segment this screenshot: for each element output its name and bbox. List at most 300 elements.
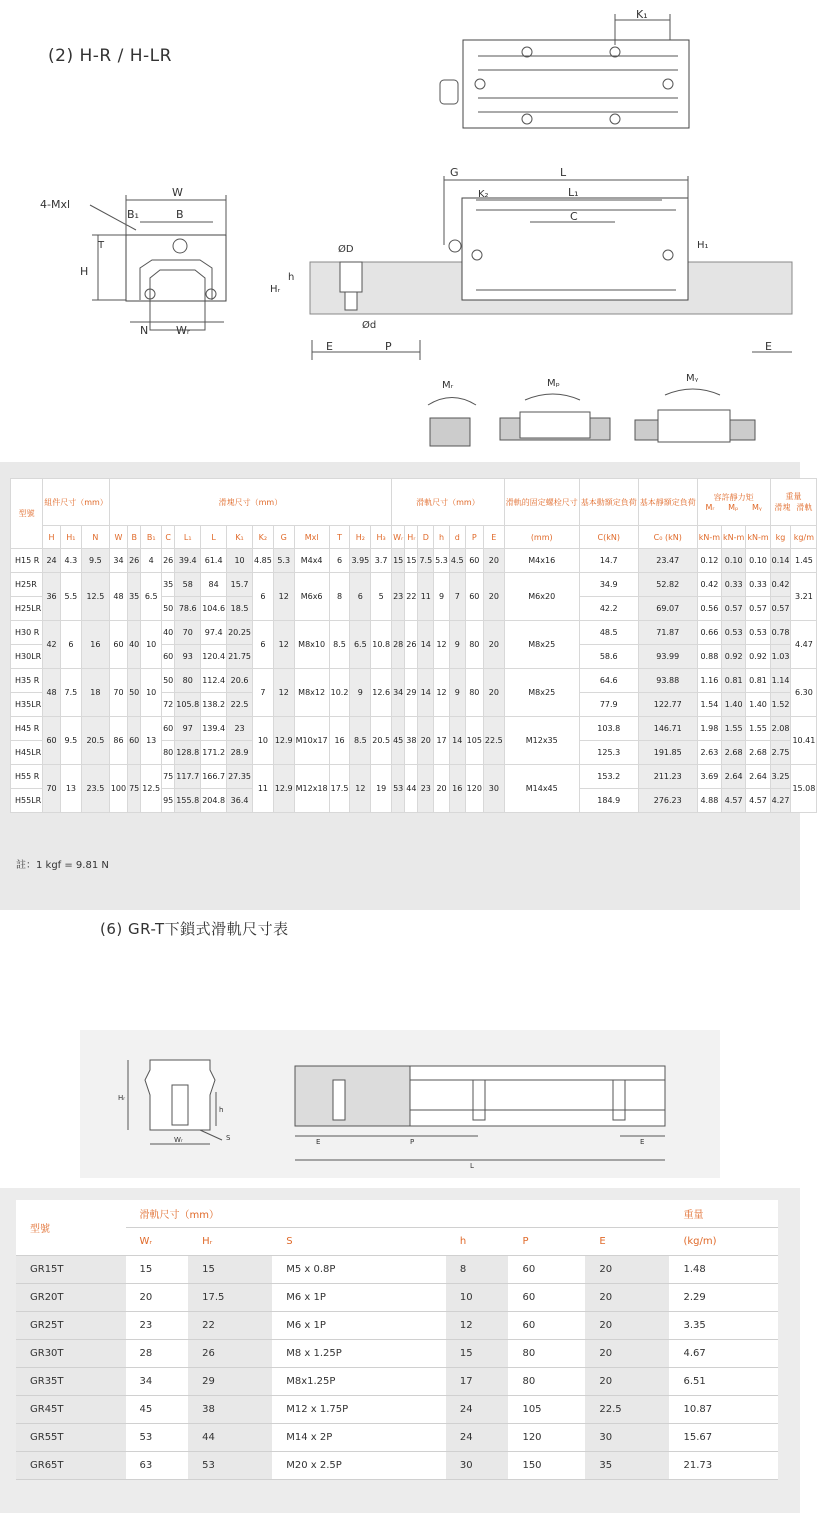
t2-cell: 2.29 — [669, 1284, 778, 1312]
table-cell: 12.9 — [273, 717, 294, 765]
label2-p: P — [410, 1138, 415, 1146]
t2-cell: 80 — [508, 1368, 585, 1396]
table2-row — [16, 1312, 778, 1340]
table-cell: 22.5 — [227, 693, 253, 717]
t2-cell: 17.5 — [188, 1284, 272, 1312]
header-model: 型號 — [11, 479, 43, 549]
label2-h: h — [219, 1106, 224, 1114]
table-cell: 95 — [162, 789, 175, 813]
table-cell: 2.68 — [722, 741, 746, 765]
table-cell: 7 — [449, 573, 465, 621]
gr-t-spec-table — [16, 1200, 778, 1480]
table-cell: 70 — [175, 621, 201, 645]
t2-cell: 20 — [585, 1340, 669, 1368]
table-cell: 0.12 — [697, 549, 721, 573]
t2-model-cell: GR55T — [16, 1424, 126, 1452]
table-cell: 44 — [405, 765, 418, 813]
subheader-cell: H₃ — [371, 526, 392, 549]
table-cell: 48 — [109, 573, 127, 621]
table-cell: 48.5 — [579, 621, 638, 645]
subheader-cell: K₁ — [227, 526, 253, 549]
table-cell: 20 — [483, 621, 504, 669]
table-cell: 30 — [483, 765, 504, 813]
t2-model-cell: GR35T — [16, 1368, 126, 1396]
subheader-cell: K₂ — [253, 526, 274, 549]
table-cell: M6x20 — [504, 573, 579, 621]
t2-cell: 10 — [446, 1284, 509, 1312]
table-cell: 1.40 — [722, 693, 746, 717]
table-cell: 10.2 — [329, 669, 350, 717]
table-cell: 14 — [418, 669, 434, 717]
t2-cell: 150 — [508, 1452, 585, 1480]
subheader-cell: (mm) — [504, 526, 579, 549]
table-cell: 20.25 — [227, 621, 253, 645]
table2-row — [16, 1396, 778, 1424]
h-r-dimension-drawing — [0, 0, 800, 460]
table-cell: 19 — [371, 765, 392, 813]
subheader-cell: B — [128, 526, 141, 549]
table-cell: 18 — [81, 669, 109, 717]
subheader-cell: Wᵣ — [392, 526, 405, 549]
table-cell: 42.2 — [579, 597, 638, 621]
t2-header-dims: 滑軌尺寸（mm） — [126, 1200, 670, 1228]
table-cell: M10x17 — [294, 717, 329, 765]
t2-cell: 17 — [446, 1368, 509, 1396]
t2-model-cell: GR25T — [16, 1312, 126, 1340]
label-wr: Wᵣ — [176, 324, 190, 337]
table-cell: 6 — [253, 573, 274, 621]
table-cell: 146.71 — [638, 717, 697, 741]
t2-cell: M8x1.25P — [272, 1368, 446, 1396]
table-cell: 0.33 — [746, 573, 770, 597]
table-cell: 77.9 — [579, 693, 638, 717]
t2-cell: 53 — [126, 1424, 189, 1452]
table-cell: 60 — [162, 717, 175, 741]
t2-cell: 6.51 — [669, 1368, 778, 1396]
model-cell: H15 R — [11, 549, 43, 573]
table-cell: 20.5 — [371, 717, 392, 765]
table-cell: 3.69 — [697, 765, 721, 789]
table-cell: 71.87 — [638, 621, 697, 645]
table-cell: 0.42 — [770, 573, 791, 597]
table-cell: 70 — [43, 765, 61, 813]
moment-sub-label: Mᵧ — [751, 503, 762, 512]
model-cell: H30LR — [11, 645, 43, 669]
table-cell: 5.3 — [434, 549, 450, 573]
table-cell: 12.9 — [273, 765, 294, 813]
t2-cell: M8 x 1.25P — [272, 1340, 446, 1368]
subheader-cell: C(kN) — [579, 526, 638, 549]
t2-cell: 44 — [188, 1424, 272, 1452]
table-cell: 8.5 — [350, 717, 371, 765]
table-cell: 22 — [405, 573, 418, 621]
table-cell: 60 — [43, 717, 61, 765]
t2-cell: 23 — [126, 1312, 189, 1340]
t2-cell: 10.87 — [669, 1396, 778, 1424]
t2-cell: 20 — [585, 1312, 669, 1340]
table-cell: 29 — [405, 669, 418, 717]
label-k1: K₁ — [636, 8, 648, 21]
table-cell: 28.9 — [227, 741, 253, 765]
moment-sub-label: Mᵣ — [705, 503, 715, 512]
table2-row — [16, 1452, 778, 1480]
header-moment-title: 容許靜力矩 — [713, 493, 754, 502]
header-weight — [770, 479, 817, 526]
rail-weight-cell: 15.08 — [791, 765, 817, 813]
table-cell: 12.5 — [141, 765, 162, 813]
table-cell: 14 — [418, 621, 434, 669]
table-cell: 104.6 — [201, 597, 227, 621]
table-cell: 0.92 — [722, 645, 746, 669]
table-cell: 12 — [434, 669, 450, 717]
table-cell: M14x45 — [504, 765, 579, 813]
table-cell: 13 — [141, 717, 162, 765]
table-cell: 1.14 — [770, 669, 791, 693]
table-cell: 10 — [253, 717, 274, 765]
table-cell: 60 — [465, 573, 483, 621]
table-cell: 27.35 — [227, 765, 253, 789]
subheader-cell: T — [329, 526, 350, 549]
t2-cell: 20 — [585, 1256, 669, 1284]
table-cell: 2.63 — [697, 741, 721, 765]
model-cell: H55 R — [11, 765, 43, 789]
t2-cell: M20 x 2.5P — [272, 1452, 446, 1480]
table-cell: 24 — [43, 549, 61, 573]
t2-cell: 22.5 — [585, 1396, 669, 1424]
table-cell: 12.5 — [81, 573, 109, 621]
table-cell: 20 — [483, 549, 504, 573]
table-cell: 20 — [434, 765, 450, 813]
top-view-block — [463, 40, 689, 128]
table-cell: 36 — [43, 573, 61, 621]
section-title-gr-t: (6) GR-T下鎖式滑軌尺寸表 — [100, 920, 289, 938]
table-cell: 1.52 — [770, 693, 791, 717]
table2-row — [16, 1340, 778, 1368]
table-cell: 48 — [43, 669, 61, 717]
rail-weight-cell: 3.21 — [791, 573, 817, 621]
subheader-cell: E — [483, 526, 504, 549]
table-cell: 3.95 — [350, 549, 371, 573]
model-cell: H45 R — [11, 717, 43, 741]
t2-cell: 120 — [508, 1424, 585, 1452]
t2-cell: 12 — [446, 1312, 509, 1340]
header-block: 滑塊尺寸（mm） — [109, 479, 391, 526]
table-cell: 50 — [128, 669, 141, 717]
table-cell: 26 — [405, 621, 418, 669]
table-cell: 93.88 — [638, 669, 697, 693]
header-assembly: 組件尺寸（mm） — [43, 479, 110, 526]
table-cell: 20.6 — [227, 669, 253, 693]
label-l1: L₁ — [568, 186, 579, 199]
table-cell: 9 — [449, 621, 465, 669]
table-cell: 50 — [162, 669, 175, 693]
table-cell: 1.03 — [770, 645, 791, 669]
t2-cell: 53 — [188, 1452, 272, 1480]
model-cell: H35 R — [11, 669, 43, 693]
table-cell: 39.4 — [175, 549, 201, 573]
label-k2: K₂ — [478, 189, 489, 200]
table-cell: 11 — [253, 765, 274, 813]
table-cell: 105.8 — [175, 693, 201, 717]
subheader-cell: Mxl — [294, 526, 329, 549]
table-cell: 9.5 — [60, 717, 81, 765]
table-cell: 117.7 — [175, 765, 201, 789]
t2-cell: 80 — [508, 1340, 585, 1368]
table2-subheader-row — [16, 1228, 778, 1256]
table-cell: 93 — [175, 645, 201, 669]
table-cell: 7.5 — [60, 669, 81, 717]
table-cell: M12x18 — [294, 765, 329, 813]
table-cell: 4.27 — [770, 789, 791, 813]
label-phi-d-small: Ød — [362, 320, 377, 331]
table-cell: 97.4 — [201, 621, 227, 645]
model-cell: H45LR — [11, 741, 43, 765]
table-cell: 60 — [109, 621, 127, 669]
subheader-cell: C₀ (kN) — [638, 526, 697, 549]
table-cell: 2.68 — [746, 741, 770, 765]
moment-arrow-mr — [428, 398, 476, 406]
table-cell: 12 — [434, 621, 450, 669]
table-cell: 12.6 — [371, 669, 392, 717]
weight-sub-label: 滑塊 — [774, 503, 791, 512]
t2-cell: 15 — [446, 1340, 509, 1368]
subheader-cell: W — [109, 526, 127, 549]
table-cell: 1.40 — [746, 693, 770, 717]
t2-model-cell: GR15T — [16, 1256, 126, 1284]
table-cell: 97 — [175, 717, 201, 741]
table-row — [11, 765, 817, 789]
table-cell: 72 — [162, 693, 175, 717]
table-header-row — [11, 479, 817, 526]
table-cell: 34 — [392, 669, 405, 717]
table-cell: 1.16 — [697, 669, 721, 693]
weight-sub-label: 滑軌 — [796, 503, 813, 512]
table-cell: 14.7 — [579, 549, 638, 573]
table-cell: 20.5 — [81, 717, 109, 765]
table-cell: 40 — [128, 621, 141, 669]
table-cell: 184.9 — [579, 789, 638, 813]
table-cell: 15 — [405, 549, 418, 573]
table-cell: 4 — [141, 549, 162, 573]
subheader-cell: kg — [770, 526, 791, 549]
table-cell: 0.56 — [697, 597, 721, 621]
rail-weight-cell: 10.41 — [791, 717, 817, 765]
label-e: E — [326, 340, 333, 353]
subheader-cell: C — [162, 526, 175, 549]
rail-weight-cell: 1.45 — [791, 549, 817, 573]
table-cell: 0.42 — [697, 573, 721, 597]
t2-subheader-cell: h — [446, 1228, 509, 1256]
table-cell: 6 — [60, 621, 81, 669]
table-cell: 28 — [392, 621, 405, 669]
label-mxl: 4-Mxl — [40, 198, 71, 211]
table-cell: 122.77 — [638, 693, 697, 717]
table-cell: 15 — [392, 549, 405, 573]
model-cell: H35LR — [11, 693, 43, 717]
table-cell: M4x16 — [504, 549, 579, 573]
table2-header-row — [16, 1200, 778, 1228]
label-e2: E — [765, 340, 772, 353]
table-cell: 0.57 — [722, 597, 746, 621]
subheader-cell: d — [449, 526, 465, 549]
table-cell: 7.5 — [418, 549, 434, 573]
header-dynamic-load: 基本動額定負荷 — [579, 479, 638, 526]
table-cell: 153.2 — [579, 765, 638, 789]
t2-subheader-cell: E — [585, 1228, 669, 1256]
table-cell: 105 — [465, 717, 483, 765]
table-cell: 1.98 — [697, 717, 721, 741]
section-title-h-r: (2) H-R / H-LR — [48, 46, 172, 66]
label-l: L — [560, 166, 567, 179]
table-cell: 16 — [81, 621, 109, 669]
table-cell: 6 — [350, 573, 371, 621]
table-cell: 23.47 — [638, 549, 697, 573]
subheader-cell: Hᵣ — [405, 526, 418, 549]
table-cell: 12 — [350, 765, 371, 813]
label2-s: S — [226, 1134, 231, 1142]
header-moment — [697, 479, 770, 526]
t2-cell: 15 — [188, 1256, 272, 1284]
table-cell: 138.2 — [201, 693, 227, 717]
table-row — [11, 669, 817, 693]
header-bolt: 滑軌的固定螺栓尺寸 — [504, 479, 579, 526]
label-g: G — [450, 166, 459, 179]
table-cell: 20 — [483, 573, 504, 621]
table-cell: 52.82 — [638, 573, 697, 597]
t2-cell: 60 — [508, 1256, 585, 1284]
table-cell: 4.5 — [449, 549, 465, 573]
table-cell: 12 — [273, 621, 294, 669]
table-cell: 6.5 — [141, 573, 162, 621]
table-cell: 8 — [329, 573, 350, 621]
t2-cell: M14 x 2P — [272, 1424, 446, 1452]
table-cell: 10 — [141, 669, 162, 717]
table-cell: 10 — [141, 621, 162, 669]
table-cell: 9 — [434, 573, 450, 621]
t2-cell: 20 — [585, 1284, 669, 1312]
table-cell: 4.3 — [60, 549, 81, 573]
table-cell: M8x10 — [294, 621, 329, 669]
table-cell: 16 — [329, 717, 350, 765]
subheader-cell: L — [201, 526, 227, 549]
table-cell: 204.8 — [201, 789, 227, 813]
t2-cell: 1.48 — [669, 1256, 778, 1284]
table-cell: 0.81 — [746, 669, 770, 693]
moment-sub-label: Mₚ — [728, 503, 739, 512]
t2-cell: M6 x 1P — [272, 1284, 446, 1312]
table-cell: 166.7 — [201, 765, 227, 789]
label-t: T — [98, 240, 105, 251]
t2-cell: 26 — [188, 1340, 272, 1368]
table2-row — [16, 1424, 778, 1452]
table-cell: 276.23 — [638, 789, 697, 813]
t2-cell: 15 — [126, 1256, 189, 1284]
subheader-cell: kN-m — [697, 526, 721, 549]
table-cell: 75 — [162, 765, 175, 789]
t2-cell: 24 — [446, 1424, 509, 1452]
table-cell: 10.8 — [371, 621, 392, 669]
footnote: 註：1 kgf = 9.81 N — [16, 860, 109, 871]
table-cell: 211.23 — [638, 765, 697, 789]
table-cell: 6 — [329, 549, 350, 573]
table-cell: 21.75 — [227, 645, 253, 669]
table-cell: 17.5 — [329, 765, 350, 813]
table-cell: 3.7 — [371, 549, 392, 573]
subheader-cell: H₂ — [350, 526, 371, 549]
table-cell: 8.5 — [329, 621, 350, 669]
t2-cell: 34 — [126, 1368, 189, 1396]
table-cell: 120.4 — [201, 645, 227, 669]
t2-cell: 60 — [508, 1284, 585, 1312]
table-cell: 9 — [350, 669, 371, 717]
table-cell: 26 — [162, 549, 175, 573]
model-cell: H55LR — [11, 789, 43, 813]
table-cell: 84 — [201, 573, 227, 597]
table-cell: 0.66 — [697, 621, 721, 645]
table-cell: 16 — [449, 765, 465, 813]
table-row — [11, 717, 817, 741]
subheader-cell: L₁ — [175, 526, 201, 549]
table-cell: 42 — [43, 621, 61, 669]
table-cell: 38 — [405, 717, 418, 765]
rail-weight-cell: 6.30 — [791, 669, 817, 717]
table2-row — [16, 1256, 778, 1284]
table-cell: 1.55 — [746, 717, 770, 741]
table-cell: 34 — [109, 549, 127, 573]
t2-cell: 15.67 — [669, 1424, 778, 1452]
table-cell: 53 — [392, 765, 405, 813]
subheader-cell: H — [43, 526, 61, 549]
table-cell: 64.6 — [579, 669, 638, 693]
t2-cell: 22 — [188, 1312, 272, 1340]
table-cell: 0.57 — [746, 597, 770, 621]
t2-cell: 29 — [188, 1368, 272, 1396]
header-static-load: 基本靜額定負荷 — [638, 479, 697, 526]
table-cell: 17 — [434, 717, 450, 765]
table-cell: 0.14 — [770, 549, 791, 573]
subheader-cell: D — [418, 526, 434, 549]
moment-label-mp: Mₚ — [547, 378, 560, 389]
table-cell: 26 — [128, 549, 141, 573]
t2-cell: M6 x 1P — [272, 1312, 446, 1340]
table-cell: 36.4 — [227, 789, 253, 813]
t2-model-cell: GR20T — [16, 1284, 126, 1312]
t2-header-model: 型號 — [16, 1200, 126, 1256]
table-cell: 40 — [162, 621, 175, 645]
table-cell: 0.92 — [746, 645, 770, 669]
table-row — [11, 621, 817, 645]
subheader-cell: H₁ — [60, 526, 81, 549]
table-cell: 45 — [392, 717, 405, 765]
table-cell: 60 — [128, 717, 141, 765]
table-cell: 75 — [128, 765, 141, 813]
table-cell: M8x12 — [294, 669, 329, 717]
header-weight-title: 重量 — [785, 492, 802, 501]
table-cell: 4.88 — [697, 789, 721, 813]
t2-subheader-cell: S — [272, 1228, 446, 1256]
table2-row — [16, 1368, 778, 1396]
t2-cell: 63 — [126, 1452, 189, 1480]
table-cell: 80 — [175, 669, 201, 693]
t2-subheader-cell: Hᵣ — [188, 1228, 272, 1256]
table-cell: 0.10 — [722, 549, 746, 573]
label-h-small: h — [288, 272, 295, 283]
subheader-cell: G — [273, 526, 294, 549]
table-cell: 13 — [60, 765, 81, 813]
table-cell: 86 — [109, 717, 127, 765]
table-cell: 35 — [162, 573, 175, 597]
table-cell: 3.25 — [770, 765, 791, 789]
